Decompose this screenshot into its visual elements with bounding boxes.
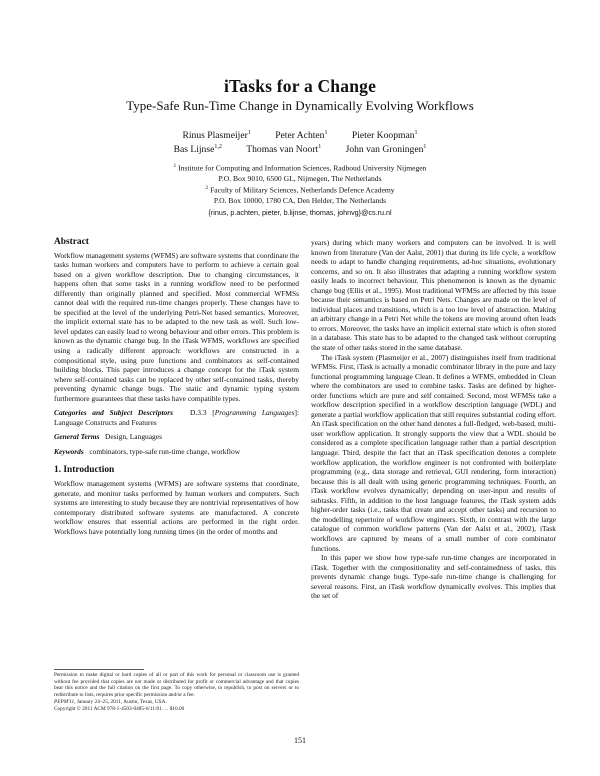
author-row-2: [0, 144, 600, 155]
introduction-text: Workflow management systems (WFMS) are software systems that coordinate, generate, and monitor tasks performed by human workers and computers. Such systems are interesting to study because they are nontrivial representatives of how contemporary distributed software systems are manufactured. A concrete workflow ensures that essential actions are performed in the right order. Workflows have potentially long running times (in the order of months and: [54, 479, 299, 536]
copyright-notice: Permission to make digital or hard copies of all or part of this work for personal or classroom use is granted without fee provided that copies are not made or distributed for profit or commercial advantage and that copies bear this notice and the full citation on the first page. To copy otherwise, to republish, to post on servers or to redistribute to lists, requires prior specific permission and/or a fee. PEPM'11, January 24–25, 2011, Austin, Texas, USA. Copyright © 2011 ACM 978-1-4503-0485-6/11/01. . . $10.00: [54, 672, 299, 712]
author-emails: {rinus, p.achten, pieter, b.lijnse, thomas, johnvg}@cs.ru.nl: [208, 208, 392, 217]
affiliation-1: $^1$ Institute for Computing and Information Sciences, Radboud University Nijmegen P.O. Box 9010, 6500 GL, Nijmegen, The Netherlands: [173, 163, 427, 184]
author: Bas Lijnse$^{1,2}$: [173, 144, 222, 156]
footnote-rule: [54, 669, 144, 670]
body-paragraph: years) during which many workers and computers can be involved. It is well known from literature (Van der Aalst, 2001) that during its life cycle, a workflow needs to adapt to handle changing requirements, ad-hoc situations, evolutionary concerns, and so on. It also illustrates that adapting a running workflow system easily leads to incorrect behaviour. This phenomenon is known as the dynamic change bug (Ellis et al., 1995). Most traditional WFMSs are affected by this issue because their semantics is based on Petri Nets. Changes are made on the level of individual places and transitions, which is a too low level of abstraction. Making an arbitrary change in a Petri Net while the tokens are moving around often leads to errors. Moreover, the tasks have an implicit external state which is often stored in a database. This state has to be adapted to the changed task without corrupting the state of other tasks stored in the same database.: [311, 238, 556, 353]
right-column: [311, 238, 556, 601]
left-column: [54, 238, 299, 536]
author: John van Groningen$^1$: [345, 144, 427, 156]
author: Thomas van Noort$^1$: [246, 144, 322, 156]
author: Rinus Plasmeijer$^1$: [182, 130, 251, 142]
body-paragraph: The iTask system (Plasmeijer et al., 2007) distinguishes itself from traditional WFMSs. First, iTask is actually a monadic combinator library in the pure and lazy functional programming language Clean. It defines a WFMS, embedded in Clean where the combinators are used to combine tasks. Tasks are defined by higher-order functions which are pure and self contained. Second, most WFMSs take a workflow description specified in a workflow description language (WDL) and generate a partial workflow application that still requires substantial coding effort. An iTask specification on the other hand denotes a full-fledged, web-based, multi-user workflow application. It strongly supports the view that a WDL should be considered as a complete specification language rather than a partial description language. Third, despite the fact that an iTask specification denotes a complete workflow application, the workflow engineer is not confronted with boilerplate programming (e.g., data storage and retrieval, GUI rendering, form interaction) because this is all dealt with using generic programming techniques. Fourth, an iTask workflow evolves dynamically; depending on user-input and results of subtasks. Fifth, in addition to the host language features, the iTask system adds higher-order tasks (i.e., tasks that create and accept other tasks) and recursion to the modelling repertoire of workflow engineers. Sixth, in contrast with the large catalogue of common workflow patterns (Van der Aalst et al., 2002), iTask workflows are captured by means of a small number of core combinator functions.: [311, 352, 556, 553]
introduction-heading: 1. Introduction: [54, 465, 115, 476]
abstract-text: Workflow management systems (WFMS) are software systems that coordinate the tasks human workers and computers have to perform to achieve a certain goal based on a given workflow description. Due to changing circumstances, it happens often that some tasks in a running workflow need to be performed differently than originally planned and specified. Most commercial WFMSs cannot deal with the required run-time changes properly. These changes have to be specified at the level of the underlying Petri-Net based semantics. Moreover, the implicit external state has to be adapted to the new task as well. Such low-level updates can easily lead to wrong behaviour and other errors. This problem is known as the dynamic change bug. In the iTask WFMS, workflows are specified using a radically different approach: workflows are constructed in a compositional style, using pure functions and combinators as self-contained building blocks. This paper introduces a change concept for the iTask system where self-contained tasks can be replaced by other self-contained tasks, thereby preventing dynamic change bugs. The static and dynamic typing system furthermore guarantees that these tasks have compatible types.: [54, 250, 299, 403]
author-row-1: [0, 130, 600, 141]
categories: Categories and Subject Descriptors D.3.3 [Programming Languages]: Language Constructs and Features: [54, 408, 300, 427]
abstract-heading: Abstract: [54, 237, 89, 247]
page-number: 151: [294, 736, 306, 745]
general-terms: General Terms Design, Languages: [54, 432, 162, 442]
author: Peter Achten$^1$: [275, 130, 328, 142]
body-paragraph: In this paper we show how type-safe run-time changes are incorporated in iTask. Together with the compositionality and self-containedness of tasks, this prevents dynamic change bugs. Type-safe run-time change is challenging for several reasons. First, an iTask workflow dynamically evolves. This implies that the set of: [311, 553, 556, 601]
affiliation-2: $^2$ Faculty of Military Sciences, Netherlands Defence Academy P.O. Box 10000, 1780 CA, Den Helder, The Netherlands: [205, 185, 395, 206]
paper-title: iTasks for a Change: [223, 76, 377, 96]
paper-subtitle: Type-Safe Run-Time Change in Dynamically Evolving Workflows: [126, 98, 474, 113]
author: Pieter Koopman$^1$: [351, 130, 418, 142]
keywords: Keywords combinators, type-safe run-time change, workflow: [54, 446, 241, 456]
